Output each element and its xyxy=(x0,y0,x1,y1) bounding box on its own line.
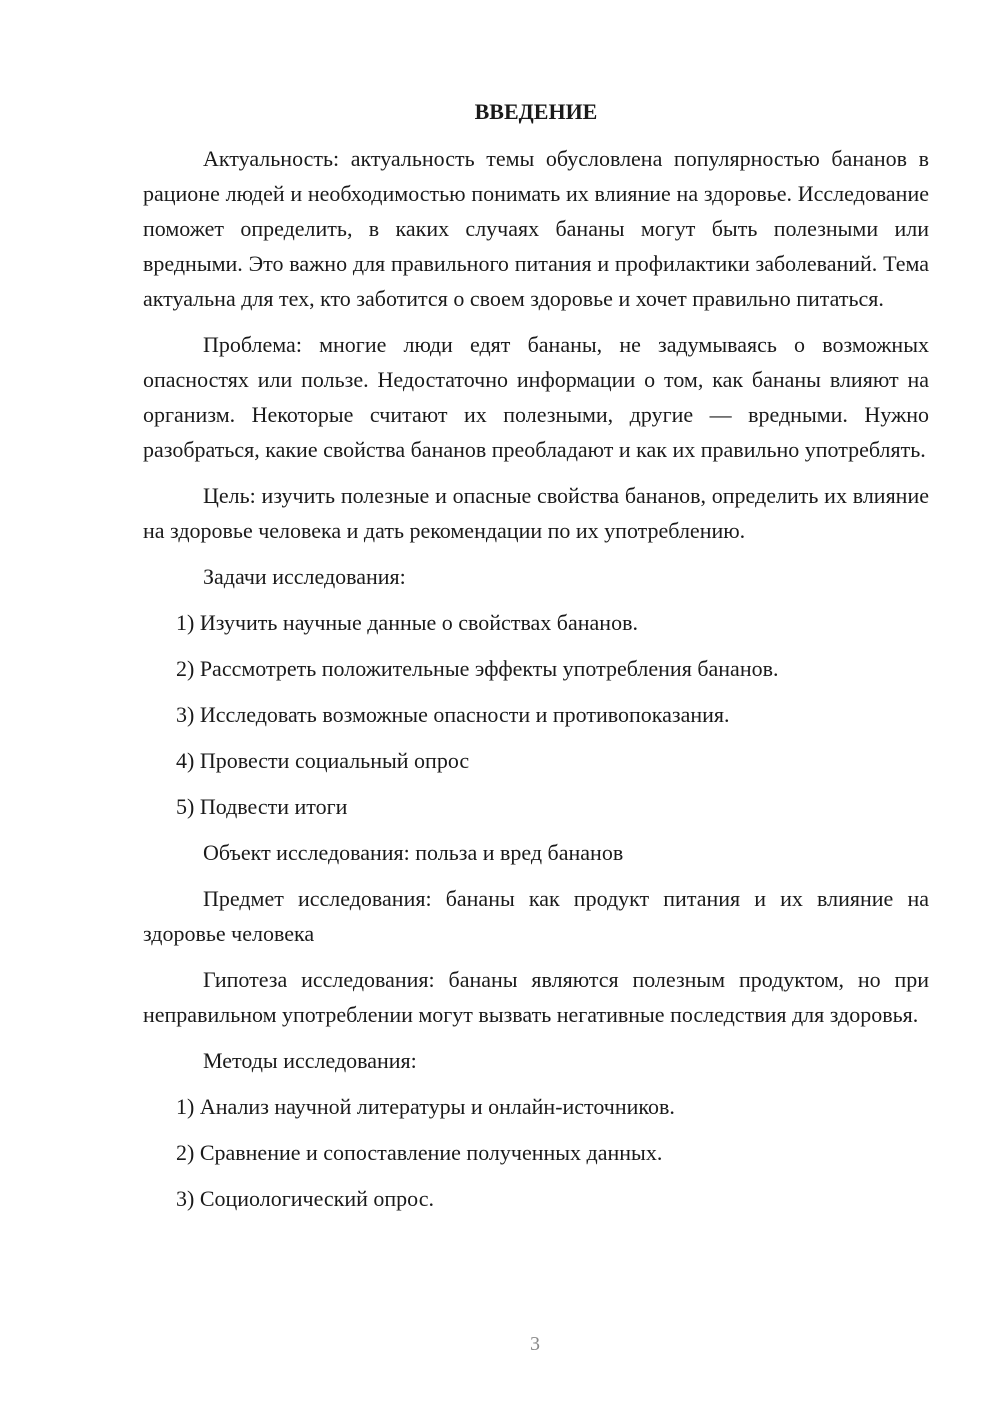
hypothesis-paragraph: Гипотеза исследования: бананы являются полезным продуктом, но при неправильном употреблении могут вызвать негативные последствия для здоровья. xyxy=(143,967,929,1027)
relevance-paragraph: Актуальность: актуальность темы обусловлена популярностью бананов в рационе людей и необходимостью понимать их влияние на здоровье. Исследование поможет определить, в каких случаях бананы могут быть полезными или вредными. Это важно для правильного питания и профилактики заболеваний. Тема актуальна для тех, кто заботится о своем здоровье и хочет правильно питаться. xyxy=(143,146,929,311)
task-item: 5) Подвести итоги xyxy=(176,794,348,819)
goal-paragraph: Цель: изучить полезные и опасные свойства бананов, определить их влияние на здоровье человека и дать рекомендации по их употреблению. xyxy=(143,483,929,543)
task-item: 4) Провести социальный опрос xyxy=(176,748,470,773)
task-item: 2) Рассмотреть положительные эффекты употребления бананов. xyxy=(176,656,779,681)
task-item: 1) Изучить научные данные о свойствах бананов. xyxy=(176,610,638,635)
method-item: 2) Сравнение и сопоставление полученных данных. xyxy=(176,1140,663,1165)
problem-paragraph: Проблема: многие люди едят бананы, не задумываясь о возможных опасностях или пользе. Недостаточно информации о том, как бананы влияют на организм. Некоторые считают их полезными, другие — вредными. Нужно разобраться, какие свойства бананов преобладают и как их правильно употреблять. xyxy=(143,332,929,462)
subject-paragraph: Предмет исследования: бананы как продукт питания и их влияние на здоровье человека xyxy=(143,886,929,946)
method-item: 3) Социологический опрос. xyxy=(176,1186,434,1211)
tasks-title: Задачи исследования: xyxy=(203,564,406,589)
page-content xyxy=(143,94,929,1227)
method-item: 1) Анализ научной литературы и онлайн-источников. xyxy=(176,1094,675,1119)
methods-title: Методы исследования: xyxy=(203,1048,417,1073)
task-item: 3) Исследовать возможные опасности и противопоказания. xyxy=(176,702,730,727)
object-paragraph: Объект исследования: польза и вред бананов xyxy=(203,840,624,865)
section-heading: ВВЕДЕНИЕ xyxy=(474,99,598,124)
page-number: 3 xyxy=(530,1333,540,1355)
